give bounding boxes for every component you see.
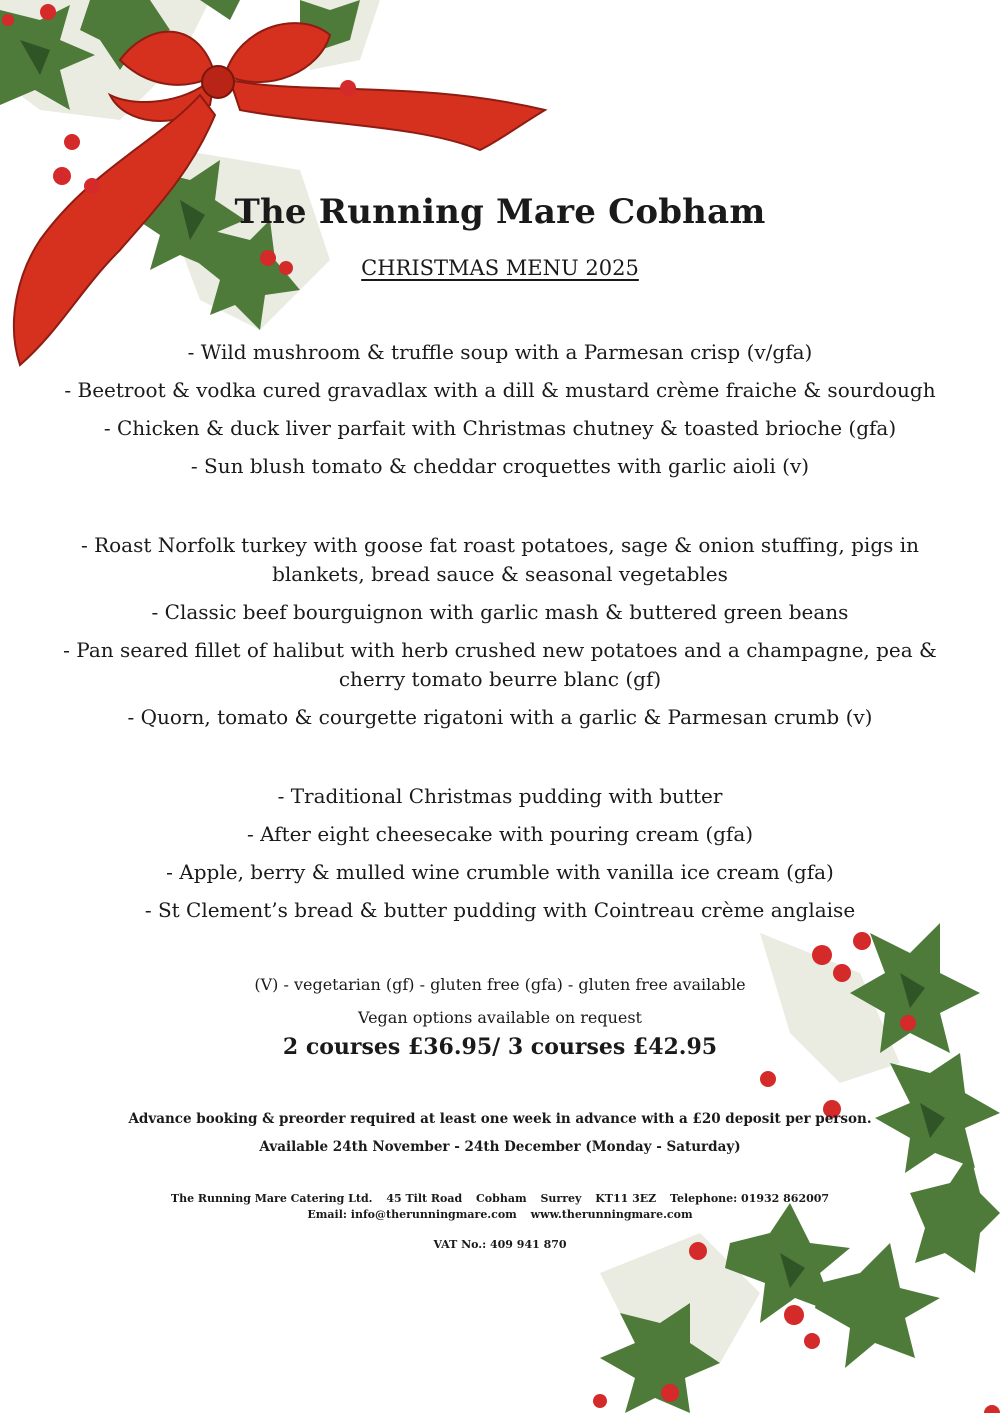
starters-section — [50, 338, 950, 490]
menu-subtitle: CHRISTMAS MENU 2025 — [361, 256, 639, 280]
starter-item: - Beetroot & vodka cured gravadlax with a dill & mustard crème fraiche & sourdough — [64, 378, 936, 402]
county: Surrey — [540, 1192, 582, 1205]
street-address: 45 Tilt Road — [386, 1192, 463, 1205]
company-footer — [0, 1191, 1000, 1223]
town: Cobham — [476, 1192, 527, 1205]
dessert-item: - Traditional Christmas pudding with butter — [277, 784, 723, 808]
vat-number: VAT No.: 409 941 870 — [433, 1238, 567, 1251]
main-item: - Quorn, tomato & courgette rigatoni with a garlic & Parmesan crumb (v) — [127, 705, 873, 729]
postcode: KT11 3EZ — [595, 1192, 657, 1205]
company-name: The Running Mare Catering Ltd. — [170, 1192, 373, 1205]
main-item: - Roast Norfolk turkey with goose fat roast potatoes, sage & onion stuffing, pigs in blankets, bread sauce & seasonal vegetables — [80, 533, 920, 586]
contact-line — [0, 1207, 1000, 1223]
email-link[interactable]: Email: info@therunningmare.com — [307, 1208, 517, 1221]
holly-ribbon-decoration — [0, 0, 560, 370]
dessert-item: - After eight cheesecake with pouring cream (gfa) — [246, 822, 754, 846]
starter-item: - Sun blush tomato & cheddar croquettes with garlic aioli (v) — [190, 454, 810, 478]
availability-dates: Available 24th November - 24th December (Monday - Saturday) — [259, 1139, 741, 1155]
dietary-legend — [0, 968, 1000, 1034]
vegan-note: Vegan options available on request — [358, 1008, 642, 1027]
booking-requirement: Advance booking & preorder required at least one week in advance with a £20 deposit per person. — [128, 1111, 872, 1127]
dessert-item: - Apple, berry & mulled wine crumble with vanilla ice cream (gfa) — [166, 860, 834, 884]
dessert-item: - St Clement’s bread & butter pudding with Cointreau crème anglaise — [144, 898, 856, 922]
starter-item: - Chicken & duck liver parfait with Christmas chutney & toasted brioche (gfa) — [103, 416, 897, 440]
mains-section — [50, 531, 950, 741]
course-prices: 2 courses £36.95/ 3 courses £42.95 — [282, 1034, 718, 1060]
starter-item: - Wild mushroom & truffle soup with a Parmesan crisp (v/gfa) — [187, 340, 813, 364]
telephone: Telephone: 01932 862007 — [670, 1192, 830, 1205]
address-line — [0, 1191, 1000, 1207]
restaurant-title: The Running Mare Cobham — [234, 192, 766, 232]
main-item: - Classic beef bourguignon with garlic mash & buttered green beans — [151, 600, 849, 624]
dietary-key: (V) - vegetarian (gf) - gluten free (gfa) - gluten free available — [254, 975, 746, 994]
main-item: - Pan seared fillet of halibut with herb crushed new potatoes and a champagne, pea & cherry tomato beurre blanc (gf) — [63, 638, 937, 691]
desserts-section — [50, 782, 950, 934]
booking-info — [0, 1105, 1000, 1161]
website-link[interactable]: www.therunningmare.com — [530, 1208, 693, 1221]
